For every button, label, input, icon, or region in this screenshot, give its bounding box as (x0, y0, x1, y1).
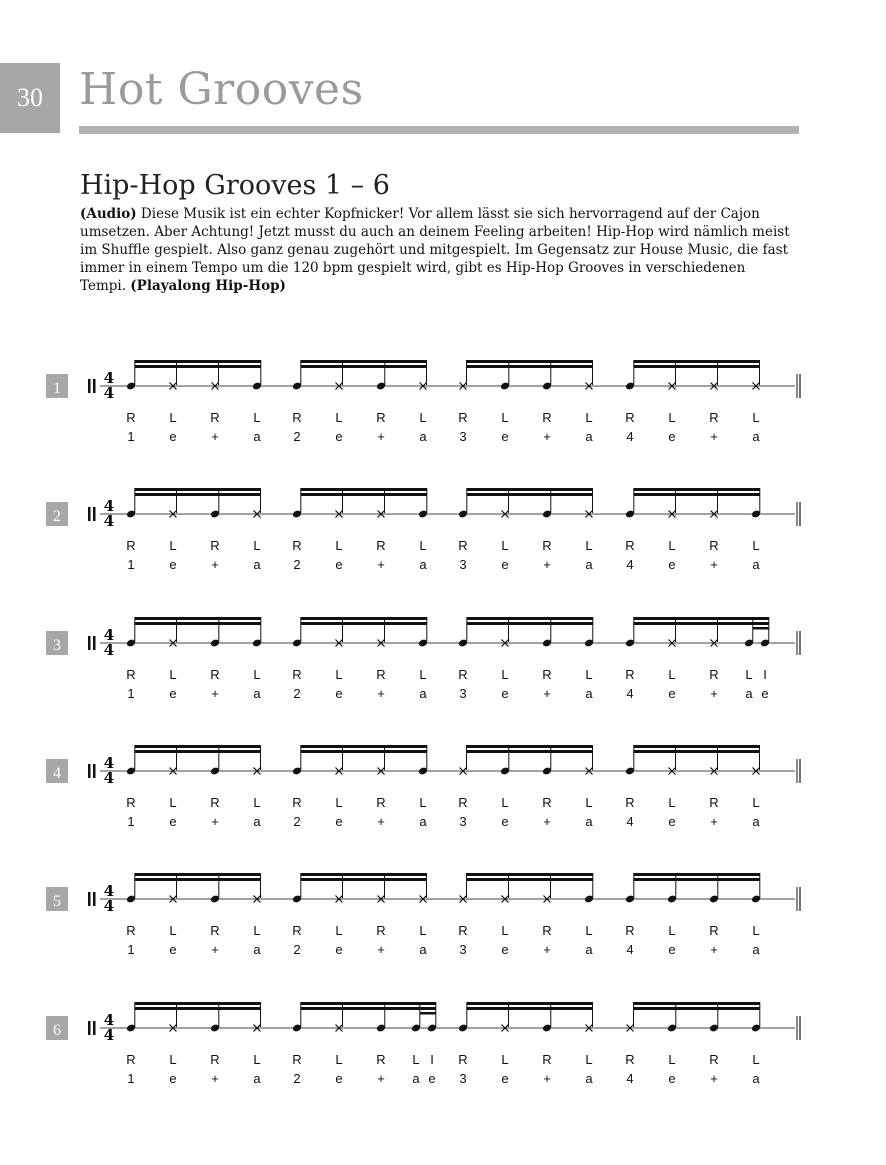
beam-16th (634, 493, 760, 496)
intro-audio-label: (Audio) (80, 206, 137, 222)
sticking-label: R (458, 538, 468, 553)
sticking-label: R (458, 795, 468, 810)
sticking-label: L (752, 410, 760, 425)
sticking-label: R (376, 795, 386, 810)
count-label: a (253, 942, 261, 957)
beam-16th (135, 1007, 261, 1010)
sticking-label: L (253, 538, 261, 553)
beam-8th (135, 745, 261, 748)
groove-1 (46, 360, 800, 444)
beam-16th (634, 622, 753, 625)
count-label: a (585, 1071, 593, 1086)
count-label: e (501, 557, 509, 572)
page-number: 30 (0, 63, 60, 133)
count-label: e (501, 1071, 509, 1086)
sticking-label: R (625, 923, 635, 938)
beam-16th (135, 493, 261, 496)
sticking-label: L (668, 410, 676, 425)
percussion-clef (88, 764, 91, 778)
count-label: + (543, 429, 551, 444)
sticking-label: R (709, 538, 719, 553)
beam-16th (420, 1007, 436, 1010)
count-label: + (211, 429, 219, 444)
count-label: + (710, 814, 718, 829)
sticking-label: L (501, 667, 509, 682)
beam-8th (301, 873, 427, 876)
count-label: e (335, 942, 343, 957)
sticking-label: L (169, 538, 177, 553)
beam-8th (634, 488, 760, 491)
count-label: e (335, 814, 343, 829)
beam-8th (420, 1002, 436, 1005)
time-signature-top: 4 (103, 754, 115, 772)
count-label: 1 (127, 686, 135, 701)
sticking-label: L (501, 410, 509, 425)
sticking-label: R (709, 923, 719, 938)
beam-16th (467, 622, 593, 625)
sticking-label: L (585, 410, 593, 425)
beam-8th (135, 360, 261, 363)
intro-body: Diese Musik ist ein echter Kopfnicker! Vor allem lässt sie sich hervorragend auf der Cajon umsetzen. Aber Achtung! Jetzt musst du auch an deinem Feeling arbeiten! Hip-Hop wird nämlich meist im Shuffle gespielt. Also ganz genau zugehört und mitgespielt. Im Gegensatz zur House Music, die fast immer in einem Tempo um die 120 bpm gespielt wird, gibt es Hip-Hop Grooves in verschiedenen Tempi. (80, 206, 790, 294)
count-label: 2 (293, 557, 301, 572)
count-label: e (668, 942, 676, 957)
count-label: a (752, 429, 760, 444)
sticking-label: R (625, 667, 635, 682)
percussion-clef (93, 379, 96, 393)
count-label: + (543, 942, 551, 957)
count-label: 2 (293, 814, 301, 829)
beam-8th (301, 745, 427, 748)
sticking-label: L (752, 795, 760, 810)
count-label: e (668, 1071, 676, 1086)
sticking-label: R (542, 795, 552, 810)
groove-6 (46, 1002, 800, 1086)
beam-16th (301, 878, 427, 881)
sticking-label: R (126, 538, 136, 553)
percussion-clef (93, 636, 96, 650)
time-signature-bottom: 4 (103, 384, 115, 402)
beam-8th (634, 617, 753, 620)
sticking-label: R (458, 667, 468, 682)
sticking-label: L (585, 667, 593, 682)
beam-16th (467, 878, 593, 881)
beam-8th (467, 745, 593, 748)
beam-8th (634, 873, 760, 876)
groove-5 (46, 873, 800, 957)
sticking-label: L (501, 795, 509, 810)
count-label: 1 (127, 429, 135, 444)
count-label: e (668, 557, 676, 572)
beam-16th (634, 365, 760, 368)
sticking-label: R (625, 538, 635, 553)
sticking-label: R (210, 538, 220, 553)
beam-8th (467, 488, 593, 491)
sticking-label: L (419, 667, 427, 682)
count-label: + (377, 1071, 385, 1086)
count-label: e (169, 557, 177, 572)
time-signature-bottom: 4 (103, 897, 115, 915)
beam-16th (634, 1007, 760, 1010)
sticking-label: R (292, 795, 302, 810)
count-label: + (211, 686, 219, 701)
groove-3 (46, 617, 800, 701)
count-label: a (585, 942, 593, 957)
count-label: a (419, 686, 427, 701)
time-signature-bottom: 4 (103, 769, 115, 787)
count-label: + (710, 942, 718, 957)
beam-8th (301, 1002, 420, 1005)
sticking-label: L (169, 923, 177, 938)
time-signature-bottom: 4 (103, 641, 115, 659)
sticking-label: L (335, 795, 343, 810)
sticking-label: R (292, 923, 302, 938)
sticking-label: L (335, 667, 343, 682)
count-label: 1 (127, 942, 135, 957)
sticking-label: R (542, 667, 552, 682)
sticking-label: R (709, 1052, 719, 1067)
count-label: e (169, 686, 177, 701)
sticking-label: R (292, 538, 302, 553)
count-label: e (668, 429, 676, 444)
count-label: 3 (459, 814, 467, 829)
section-title: Hip-Hop Grooves 1 – 6 (80, 170, 390, 201)
sticking-label: I (430, 1052, 434, 1067)
count-label: 2 (293, 942, 301, 957)
beam-8th (467, 1002, 593, 1005)
beam-8th (467, 617, 593, 620)
count-label: + (377, 942, 385, 957)
count-label: a (419, 557, 427, 572)
sticking-label: R (542, 410, 552, 425)
count-label: 4 (626, 557, 634, 572)
sticking-label: R (126, 410, 136, 425)
sticking-label: L (335, 1052, 343, 1067)
count-label: a (752, 814, 760, 829)
beam-8th (467, 873, 593, 876)
count-label: + (211, 814, 219, 829)
count-label: a (585, 814, 593, 829)
count-label: 2 (293, 429, 301, 444)
sticking-label: L (169, 1052, 177, 1067)
sticking-label: R (709, 795, 719, 810)
sticking-label: R (126, 795, 136, 810)
count-label: a (419, 942, 427, 957)
beam-8th (467, 360, 593, 363)
sticking-label: R (210, 410, 220, 425)
percussion-clef (88, 1021, 91, 1035)
count-label: a (253, 814, 261, 829)
count-label: 4 (626, 942, 634, 957)
sticking-label: L (585, 923, 593, 938)
sticking-label: L (412, 1052, 420, 1067)
count-label: a (419, 814, 427, 829)
count-label: a (585, 429, 593, 444)
count-label: e (169, 429, 177, 444)
sticking-label: R (625, 410, 635, 425)
sticking-label: R (458, 923, 468, 938)
beam-8th (135, 488, 261, 491)
count-label: e (668, 686, 676, 701)
beam-16th (135, 622, 261, 625)
time-signature-top: 4 (103, 626, 115, 644)
time-signature-bottom: 4 (103, 512, 115, 530)
beam-16th (467, 1007, 593, 1010)
sticking-label: R (625, 1052, 635, 1067)
count-label: + (211, 942, 219, 957)
count-label: 3 (459, 1071, 467, 1086)
beam-16th (753, 622, 769, 625)
beam-8th (301, 488, 427, 491)
sticking-label: R (292, 1052, 302, 1067)
count-label: e (335, 557, 343, 572)
sticking-label: I (763, 667, 767, 682)
sticking-label: L (253, 1052, 261, 1067)
sticking-label: R (376, 538, 386, 553)
count-label: e (501, 942, 509, 957)
sticking-label: L (335, 410, 343, 425)
count-label: e (335, 686, 343, 701)
sticking-label: L (253, 795, 261, 810)
beam-16th (301, 493, 427, 496)
count-label: + (211, 1071, 219, 1086)
count-label: 3 (459, 429, 467, 444)
count-label: e (668, 814, 676, 829)
count-label: e (501, 814, 509, 829)
beam-16th (301, 365, 427, 368)
count-label: 3 (459, 686, 467, 701)
count-label: e (501, 429, 509, 444)
count-label: a (585, 557, 593, 572)
sticking-label: R (210, 1052, 220, 1067)
count-label: e (169, 814, 177, 829)
sticking-label: R (292, 667, 302, 682)
count-label: a (412, 1071, 420, 1086)
count-label: + (543, 557, 551, 572)
percussion-clef (93, 892, 96, 906)
beam-8th (135, 873, 261, 876)
groove-number: 4 (53, 765, 61, 782)
sticking-label: R (458, 1052, 468, 1067)
time-signature-top: 4 (103, 369, 115, 387)
count-label: a (253, 686, 261, 701)
percussion-clef (88, 892, 91, 906)
count-label: e (169, 1071, 177, 1086)
beam-16th (467, 365, 593, 368)
sticking-label: L (668, 795, 676, 810)
count-label: + (377, 814, 385, 829)
intro-playalong-label: (Playalong Hip-Hop) (130, 278, 286, 294)
percussion-clef (88, 636, 91, 650)
groove-number: 3 (53, 637, 61, 654)
count-label: + (211, 557, 219, 572)
sticking-label: L (169, 667, 177, 682)
count-label: a (752, 1071, 760, 1086)
count-label: 2 (293, 1071, 301, 1086)
count-label: 4 (626, 429, 634, 444)
count-label: a (752, 557, 760, 572)
sticking-label: L (585, 1052, 593, 1067)
count-label: a (745, 686, 753, 701)
count-label: 3 (459, 942, 467, 957)
beam-8th (135, 1002, 261, 1005)
time-signature-bottom: 4 (103, 1026, 115, 1044)
sticking-label: L (668, 538, 676, 553)
count-label: a (752, 942, 760, 957)
count-label: e (335, 1071, 343, 1086)
count-label: 4 (626, 814, 634, 829)
beam-8th (753, 617, 769, 620)
sticking-label: L (169, 795, 177, 810)
beam-16th (467, 750, 593, 753)
sticking-label: L (253, 410, 261, 425)
sticking-label: L (419, 795, 427, 810)
sticking-label: L (668, 923, 676, 938)
time-signature-top: 4 (103, 497, 115, 515)
beam-16th (301, 1007, 420, 1010)
count-label: + (710, 1071, 718, 1086)
sticking-label: R (709, 410, 719, 425)
sticking-label: L (501, 538, 509, 553)
sticking-label: R (126, 667, 136, 682)
sticking-label: R (126, 1052, 136, 1067)
sticking-label: R (210, 667, 220, 682)
beam-8th (301, 617, 427, 620)
count-label: + (710, 686, 718, 701)
beam-8th (135, 617, 261, 620)
beam-16th (467, 493, 593, 496)
count-label: + (377, 429, 385, 444)
time-signature-top: 4 (103, 882, 115, 900)
beam-16th (135, 878, 261, 881)
count-label: + (543, 814, 551, 829)
groove-number: 2 (53, 508, 61, 525)
percussion-clef (93, 1021, 96, 1035)
sticking-label: R (210, 923, 220, 938)
groove-2 (46, 488, 800, 572)
chapter-title: Hot Grooves (79, 64, 364, 115)
percussion-clef (93, 764, 96, 778)
groove-4 (46, 745, 800, 829)
sticking-label: R (625, 795, 635, 810)
count-label: a (253, 429, 261, 444)
beam-16th (135, 365, 261, 368)
beam-16th (301, 750, 427, 753)
sticking-label: L (668, 1052, 676, 1067)
count-label: + (377, 557, 385, 572)
beam-8th (634, 745, 760, 748)
sticking-label: L (419, 410, 427, 425)
count-label: a (253, 1071, 261, 1086)
count-label: 4 (626, 686, 634, 701)
count-label: a (253, 557, 261, 572)
sticking-label: R (210, 795, 220, 810)
sticking-label: L (335, 923, 343, 938)
sticking-label: L (419, 923, 427, 938)
groove-number: 1 (53, 380, 61, 397)
sticking-label: L (501, 923, 509, 938)
count-label: 1 (127, 814, 135, 829)
sticking-label: L (752, 538, 760, 553)
sticking-label: L (745, 667, 753, 682)
count-label: 4 (626, 1071, 634, 1086)
groove-number: 5 (53, 893, 61, 910)
count-label: e (335, 429, 343, 444)
count-label: + (543, 686, 551, 701)
sticking-label: L (253, 667, 261, 682)
sticking-label: L (752, 923, 760, 938)
count-label: + (543, 1071, 551, 1086)
beam-16th (634, 750, 760, 753)
sticking-label: L (501, 1052, 509, 1067)
sticking-label: L (752, 1052, 760, 1067)
beam-16th (301, 622, 427, 625)
beam-16th (135, 750, 261, 753)
sticking-label: R (126, 923, 136, 938)
sticking-label: R (376, 1052, 386, 1067)
count-label: 1 (127, 557, 135, 572)
sticking-label: R (542, 923, 552, 938)
sticking-label: R (292, 410, 302, 425)
count-label: + (710, 429, 718, 444)
count-label: 3 (459, 557, 467, 572)
time-signature-top: 4 (103, 1011, 115, 1029)
groove-number: 6 (53, 1022, 61, 1039)
sticking-label: R (542, 1052, 552, 1067)
sticking-label: L (585, 795, 593, 810)
beam-8th (634, 360, 760, 363)
sticking-label: L (335, 538, 343, 553)
count-label: e (761, 686, 769, 701)
count-label: 2 (293, 686, 301, 701)
count-label: + (710, 557, 718, 572)
count-label: 1 (127, 1071, 135, 1086)
sticking-label: R (376, 667, 386, 682)
sticking-label: L (419, 538, 427, 553)
count-label: + (377, 686, 385, 701)
sticking-label: L (668, 667, 676, 682)
sticking-label: R (376, 923, 386, 938)
beam-32nd (753, 627, 769, 630)
sticking-label: R (376, 410, 386, 425)
count-label: e (501, 686, 509, 701)
count-label: e (428, 1071, 436, 1086)
count-label: e (169, 942, 177, 957)
percussion-clef (88, 507, 91, 521)
sticking-label: R (542, 538, 552, 553)
percussion-clef (88, 379, 91, 393)
count-label: a (419, 429, 427, 444)
beam-8th (634, 1002, 760, 1005)
percussion-clef (93, 507, 96, 521)
count-label: a (585, 686, 593, 701)
sticking-label: R (458, 410, 468, 425)
beam-32nd (420, 1012, 436, 1015)
sticking-label: R (709, 667, 719, 682)
beam-8th (301, 360, 427, 363)
sticking-label: L (585, 538, 593, 553)
sticking-label: L (169, 410, 177, 425)
beam-16th (634, 878, 760, 881)
sticking-label: L (253, 923, 261, 938)
